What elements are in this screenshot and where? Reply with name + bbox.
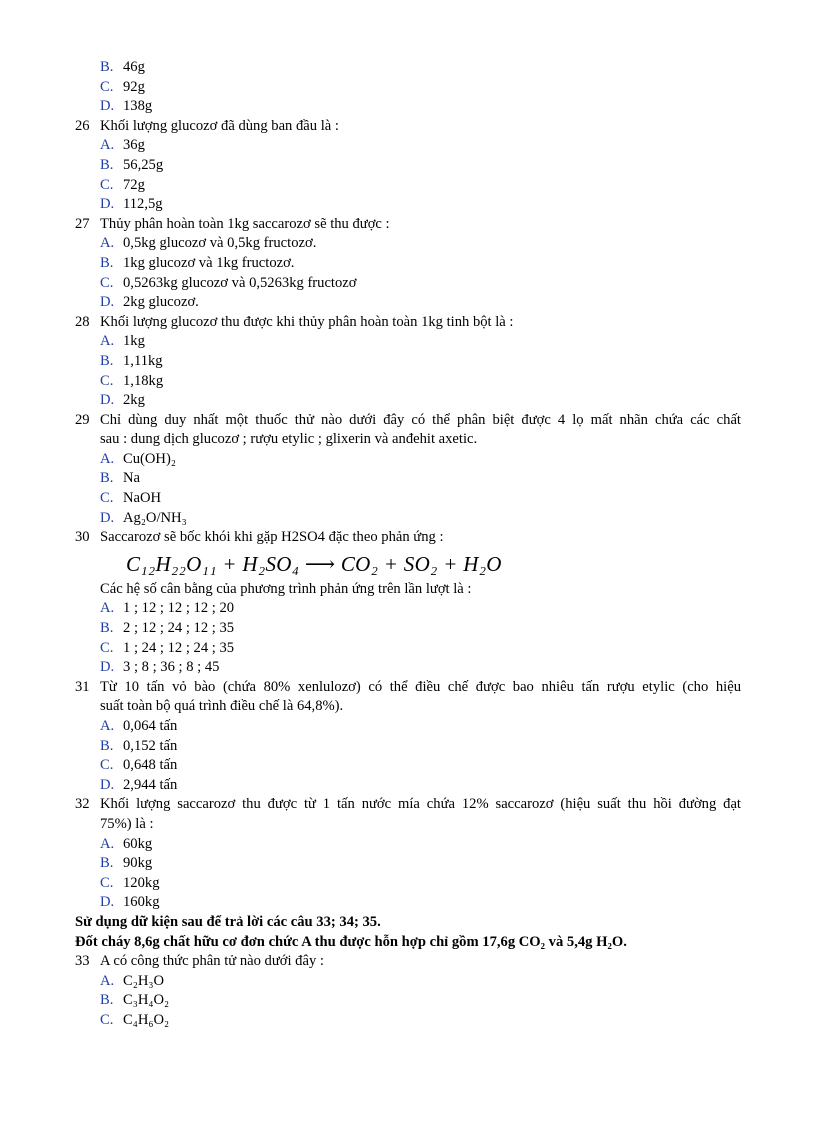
question-text: Chỉ dùng duy nhất một thuốc thử nào dưới đây có thể phân biệt được 4 lọ mất nhãn chứa các chất bbox=[100, 411, 741, 428]
option-text: 138g bbox=[123, 98, 153, 115]
option-text: C₂H₃O bbox=[123, 972, 164, 989]
question-32 bbox=[0, 795, 816, 815]
option-text: 56,25g bbox=[123, 156, 164, 173]
option-d bbox=[0, 293, 816, 313]
option-text: 0,5kg glucozơ và 0,5kg fructozơ. bbox=[123, 235, 317, 252]
option-letter: C. bbox=[100, 176, 114, 193]
option-a bbox=[0, 972, 816, 992]
question-number: 31 bbox=[75, 678, 90, 695]
question-29 bbox=[0, 411, 816, 431]
question-text: A có công thức phân tử nào dưới đây : bbox=[100, 953, 324, 970]
question-number: 29 bbox=[75, 411, 90, 428]
instruction-text: Sử dụng dữ kiện sau để trả lời các câu 33; 34; 35. bbox=[75, 913, 381, 930]
option-d bbox=[0, 776, 816, 796]
option-c bbox=[0, 489, 816, 509]
question-text-continued bbox=[0, 697, 816, 717]
option-b bbox=[0, 991, 816, 1011]
question-number: 33 bbox=[75, 953, 90, 970]
option-letter: C. bbox=[100, 274, 114, 291]
option-text: 0,064 tấn bbox=[123, 718, 178, 734]
option-letter: C. bbox=[100, 639, 114, 656]
option-c bbox=[0, 176, 816, 196]
option-c bbox=[0, 372, 816, 392]
option-letter: C. bbox=[100, 372, 114, 389]
option-a bbox=[0, 717, 816, 737]
option-text: 2kg bbox=[123, 392, 145, 409]
question-28 bbox=[0, 313, 816, 333]
question-30 bbox=[0, 528, 816, 548]
option-letter: A. bbox=[100, 972, 115, 989]
option-letter: A. bbox=[100, 450, 115, 467]
question-text: sau : dung dịch glucozơ ; rượu etylic ; glixerin và anđehit axetic. bbox=[100, 431, 478, 448]
question-number: 27 bbox=[75, 215, 90, 232]
option-letter: A. bbox=[100, 333, 115, 350]
question-text: Từ 10 tấn vỏ bào (chứa 80% xenlulozơ) có thể điều chế được bao nhiêu tấn rượu etylic (cho hiệu bbox=[100, 678, 741, 695]
option-text: 0,648 tấn bbox=[123, 757, 178, 774]
option-c bbox=[0, 78, 816, 98]
option-text: 46g bbox=[123, 59, 145, 75]
option-d bbox=[0, 195, 816, 215]
question-number: 30 bbox=[75, 529, 90, 546]
option-letter: B. bbox=[100, 992, 114, 1009]
option-b bbox=[0, 469, 816, 489]
question-text: Khối lượng saccarozơ thu được từ 1 tấn nước mía chứa 12% saccarozơ (hiệu suất thu hồi đường đạt bbox=[100, 796, 741, 813]
option-text: 1 ; 24 ; 12 ; 24 ; 35 bbox=[123, 639, 235, 656]
option-text: C₃H₄O₂ bbox=[123, 992, 170, 1009]
option-text: C₄H₆O₂ bbox=[123, 1011, 170, 1028]
option-letter: B. bbox=[100, 620, 114, 637]
option-text: 1kg bbox=[123, 333, 145, 350]
document-page bbox=[0, 58, 816, 1031]
option-text: 1,18kg bbox=[123, 372, 164, 389]
question-27 bbox=[0, 215, 816, 235]
question-number: 26 bbox=[75, 117, 90, 134]
option-text: 2kg glucozơ. bbox=[123, 294, 199, 311]
option-letter: D. bbox=[100, 659, 115, 676]
option-letter: B. bbox=[100, 254, 114, 271]
option-a bbox=[0, 332, 816, 352]
question-text-continued bbox=[0, 815, 816, 835]
option-text: Ag₂O/NH₃ bbox=[123, 509, 187, 526]
option-text: Cu(OH)₂ bbox=[123, 450, 176, 467]
option-text: 160kg bbox=[123, 894, 160, 911]
option-b bbox=[0, 619, 816, 639]
question-text: 75%) là : bbox=[100, 815, 154, 832]
option-b bbox=[0, 352, 816, 372]
option-letter: B. bbox=[100, 855, 114, 872]
option-b bbox=[0, 737, 816, 757]
option-a bbox=[0, 234, 816, 254]
option-letter: A. bbox=[100, 835, 115, 852]
option-letter: B. bbox=[100, 59, 114, 75]
option-letter: B. bbox=[100, 470, 114, 487]
option-a bbox=[0, 599, 816, 619]
option-text: 1,11kg bbox=[123, 352, 163, 369]
question-text-continued bbox=[0, 430, 816, 450]
option-text: 90kg bbox=[123, 855, 153, 872]
option-letter: D. bbox=[100, 776, 115, 793]
option-letter: A. bbox=[100, 137, 115, 154]
option-letter: C. bbox=[100, 1011, 114, 1028]
option-b bbox=[0, 58, 816, 78]
option-c bbox=[0, 639, 816, 659]
option-letter: C. bbox=[100, 78, 114, 95]
option-letter: A. bbox=[100, 718, 115, 734]
equation-text: C₁₂H₂₂O₁₁ + H₂SO₄ ⟶ CO₂ + SO₂ + H₂O bbox=[126, 551, 502, 576]
option-letter: D. bbox=[100, 98, 115, 115]
question-text: Saccarozơ sẽ bốc khói khi gặp H2SO4 đặc theo phản ứng : bbox=[100, 529, 444, 546]
option-text: 2,944 tấn bbox=[123, 776, 178, 793]
option-d bbox=[0, 893, 816, 913]
option-d bbox=[0, 658, 816, 678]
option-letter: A. bbox=[100, 235, 115, 252]
option-letter: B. bbox=[100, 352, 114, 369]
question-text: Khối lượng glucozơ thu được khi thủy phân hoàn toàn 1kg tinh bột là : bbox=[100, 313, 514, 330]
option-d bbox=[0, 509, 816, 529]
option-letter: A. bbox=[100, 600, 115, 617]
instruction-data bbox=[0, 933, 816, 953]
option-c bbox=[0, 1011, 816, 1031]
option-a bbox=[0, 835, 816, 855]
option-d bbox=[0, 97, 816, 117]
question-text: Thủy phân hoàn toàn 1kg saccarozơ sẽ thu được : bbox=[100, 215, 390, 232]
question-26 bbox=[0, 117, 816, 137]
option-letter: D. bbox=[100, 509, 115, 526]
instruction-heading bbox=[0, 913, 816, 933]
option-letter: D. bbox=[100, 294, 115, 311]
option-text: Na bbox=[123, 470, 141, 487]
option-b bbox=[0, 156, 816, 176]
option-d bbox=[0, 391, 816, 411]
question-text: suất toàn bộ quá trình điều chế là 64,8%). bbox=[100, 698, 344, 715]
option-text: 1 ; 12 ; 12 ; 12 ; 20 bbox=[123, 600, 235, 617]
option-letter: C. bbox=[100, 874, 114, 891]
question-number: 28 bbox=[75, 313, 90, 330]
option-b bbox=[0, 854, 816, 874]
option-text: 92g bbox=[123, 78, 145, 95]
option-a bbox=[0, 136, 816, 156]
option-letter: D. bbox=[100, 894, 115, 911]
option-text: 1kg glucozơ và 1kg fructozơ. bbox=[123, 254, 295, 271]
option-text: 120kg bbox=[123, 874, 160, 891]
question-text: Các hệ số cân bằng của phương trình phản ứng trên lần lượt là : bbox=[100, 580, 472, 597]
option-c bbox=[0, 756, 816, 776]
option-text: 2 ; 12 ; 24 ; 12 ; 35 bbox=[123, 620, 235, 637]
option-text: 0,152 tấn bbox=[123, 737, 178, 754]
option-text: 60kg bbox=[123, 835, 153, 852]
option-letter: C. bbox=[100, 757, 114, 774]
question-33 bbox=[0, 952, 816, 972]
question-text-continued bbox=[0, 580, 816, 600]
option-text: 3 ; 8 ; 36 ; 8 ; 45 bbox=[123, 659, 220, 676]
question-text: Khối lượng glucozơ đã dùng ban đầu là : bbox=[100, 117, 339, 134]
option-letter: B. bbox=[100, 737, 114, 754]
option-b bbox=[0, 254, 816, 274]
instruction-text: Đốt cháy 8,6g chất hữu cơ đơn chức A thu được hỗn hợp chỉ gồm 17,6g CO₂ và 5,4g H₂O. bbox=[75, 933, 627, 950]
option-text: 36g bbox=[123, 137, 145, 154]
option-letter: B. bbox=[100, 156, 114, 173]
option-a bbox=[0, 450, 816, 470]
option-letter: D. bbox=[100, 392, 115, 409]
option-text: NaOH bbox=[123, 490, 162, 507]
option-c bbox=[0, 274, 816, 294]
question-31 bbox=[0, 678, 816, 698]
option-letter: D. bbox=[100, 196, 115, 213]
option-c bbox=[0, 874, 816, 894]
option-text: 0,5263kg glucozơ và 0,5263kg fructozơ bbox=[123, 274, 357, 291]
option-text: 72g bbox=[123, 176, 145, 193]
option-text: 112,5g bbox=[123, 196, 163, 213]
question-number: 32 bbox=[75, 796, 90, 813]
chemical-equation bbox=[0, 548, 816, 580]
option-letter: C. bbox=[100, 490, 114, 507]
